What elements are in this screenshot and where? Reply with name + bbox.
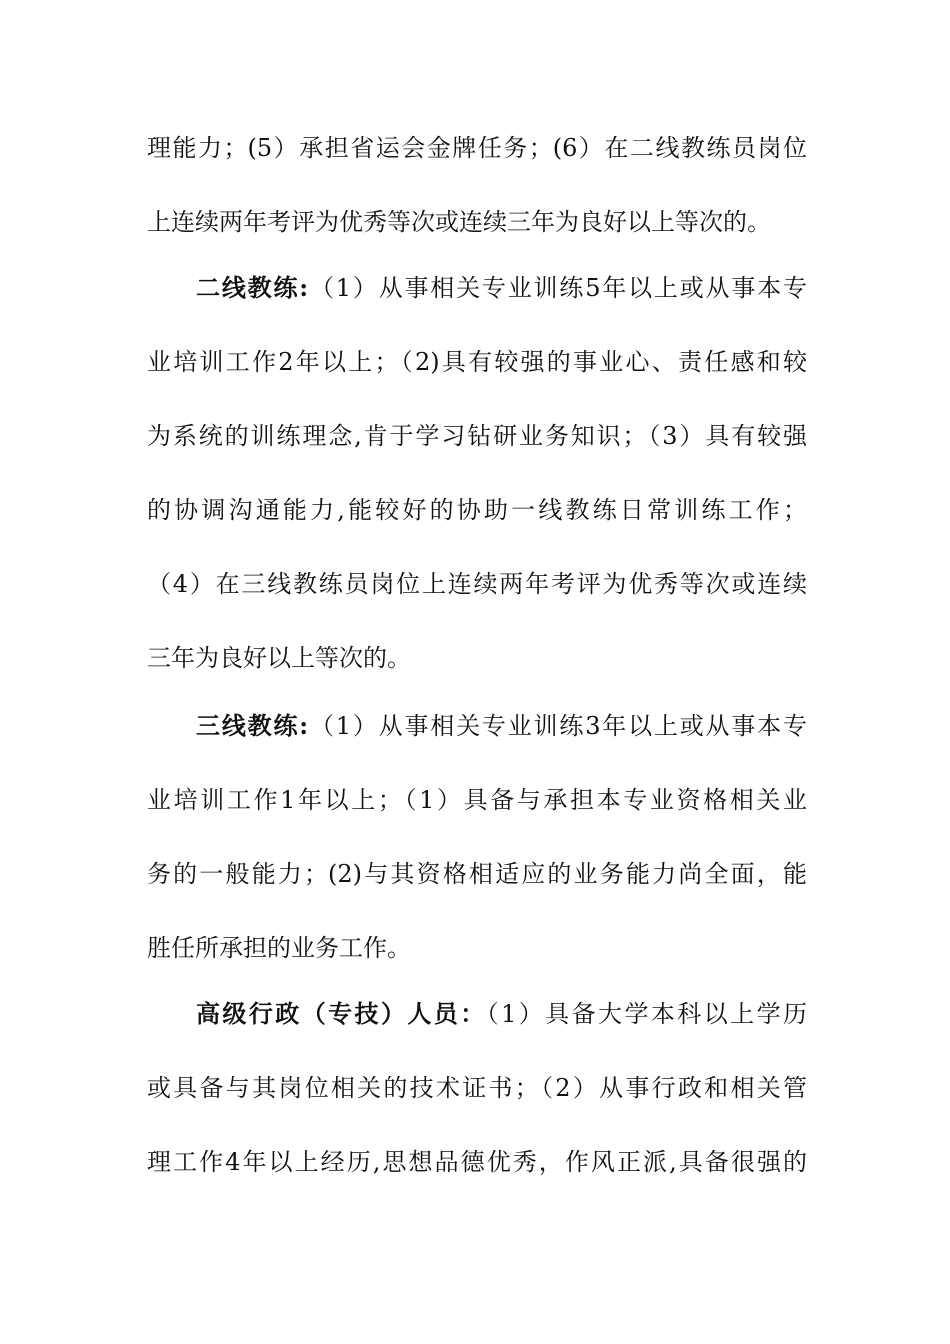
text-line-5: 为系统的训练理念,肯于学习钻研业务知识；（3）具有较强 (147, 422, 807, 450)
heading-second-line-coach: 二线教练: (196, 273, 309, 302)
heading-senior-admin: 高级行政（专技）人员： (196, 999, 487, 1028)
text-line-12: 胜任所承担的业务工作。 (147, 934, 411, 962)
text-line-11: 务的一般能力；(2)与其资格相适应的业务能力尚全面，能 (147, 860, 807, 888)
text-line-2: 上连续两年考评为优秀等次或连续三年为良好以上等次的。 (147, 208, 771, 236)
paragraph-third-line-coach (196, 706, 807, 746)
text-line-13: （1）具备大学本科以上学历 (486, 1000, 807, 1028)
text-line-10: 业培训工作1年以上；（1）具备与承担本专业资格相关业 (147, 786, 807, 814)
text-line-3: （1）从事相关专业训练5年以上或从事本专 (308, 274, 807, 302)
text-line-8: 三年为良好以上等次的。 (147, 644, 411, 672)
text-line-6: 的协调沟通能力,能较好的协助一线教练日常训练工作； (147, 496, 807, 524)
paragraph-senior-admin (196, 994, 807, 1034)
heading-third-line-coach: 三线教练: (196, 711, 309, 740)
text-line-9: （1）从事相关专业训练3年以上或从事本专 (308, 712, 807, 740)
text-line-7: （4）在三线教练员岗位上连续两年考评为优秀等次或连续 (147, 570, 807, 598)
paragraph-second-line-coach (196, 268, 807, 308)
text-line-15: 理工作4年以上经历,思想品德优秀，作风正派,具备很强的 (147, 1148, 807, 1176)
text-line-14: 或具备与其岗位相关的技术证书；（2）从事行政和相关管 (147, 1074, 807, 1102)
text-line-4: 业培训工作2年以上；（2)具有较强的事业心、责任感和较 (147, 348, 807, 376)
text-line-1: 理能力；(5）承担省运会金牌任务；(6）在二线教练员岗位 (147, 134, 807, 162)
